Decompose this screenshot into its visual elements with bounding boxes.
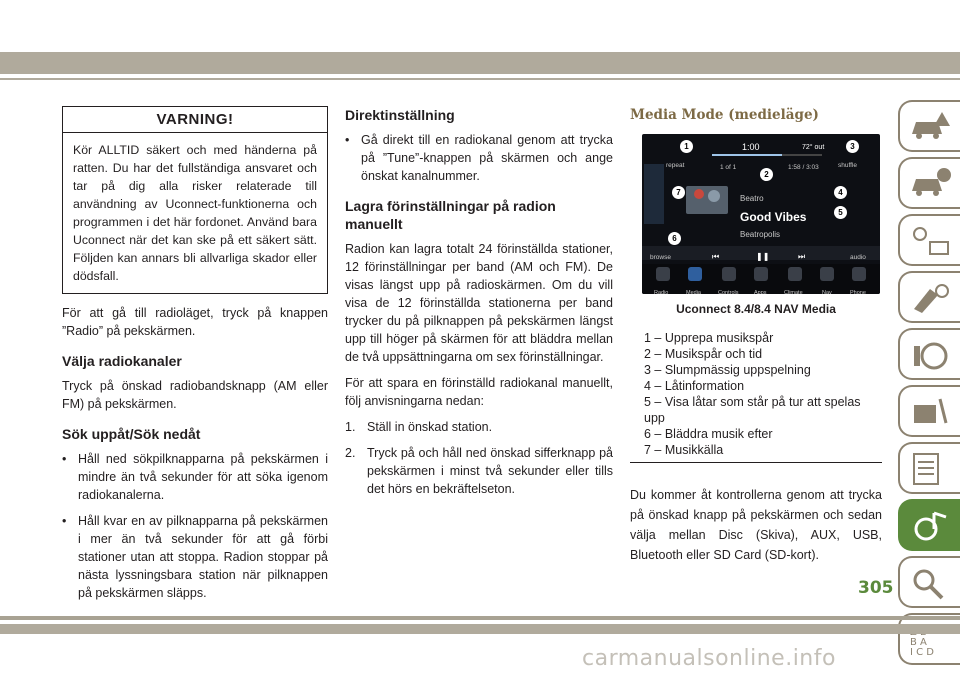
prev-track-icon: ⏮ <box>712 252 720 261</box>
callout-badge: 1 <box>680 140 693 153</box>
legend-item: 4 – Låtinformation <box>644 379 745 393</box>
figure-legend <box>630 330 882 463</box>
warning-body: Kör ALLTID säkert och med händerna på ratten. Du har det fullständiga ansvaret och tar på dig alla risker relaterade till användning av Uconnect-funktionerna och programmen i det här fordonet. Använd bara Uconnect när det kan ske på ett säkert sätt. Följden kan annars bli allvarliga skador eller dödsfall. <box>73 143 317 283</box>
tab-service[interactable] <box>898 271 960 323</box>
screen-album: Beatropolis <box>740 230 781 239</box>
screen-repeat-label: repeat <box>666 162 685 169</box>
legend-item: 3 – Slumpmässig uppspelning <box>644 363 811 377</box>
step-text: Ställ in önskad station. <box>367 420 493 434</box>
radio-intro: För att gå till radioläget, tryck på knappen ”Radio” på pekskärmen. <box>62 306 328 338</box>
dock-label: Radio <box>654 290 669 294</box>
dock-icon <box>656 267 670 281</box>
screen-source-panel <box>644 164 664 224</box>
service-wrench-icon <box>908 279 952 317</box>
legend-item: 6 – Bläddra musik efter <box>644 427 773 441</box>
steering-wheel-icon <box>908 336 952 374</box>
legend-item: 5 – Visa låtar som står på tur att spelas upp <box>644 395 861 425</box>
screen-progress-bar <box>712 154 822 156</box>
screen-track-info <box>740 190 806 244</box>
magnifier-icon <box>908 564 952 602</box>
step-number: 1. <box>345 420 356 434</box>
next-track-icon: ⏭ <box>798 252 806 261</box>
tab-car-info[interactable] <box>898 157 960 209</box>
dock-icon <box>788 267 802 281</box>
svg-text:I C D: I C D <box>910 647 934 658</box>
car-warning-icon <box>908 108 952 146</box>
media-controls-text: Du kommer åt kontrollerna genom att trycka på önskad knapp på pekskärmen och sedan välja mellan Disc (Skiva), AUX, USB, Bluetooth eller SD Card (SD-kort). <box>630 488 882 562</box>
tab-checklist[interactable] <box>898 442 960 494</box>
dock-label: Media <box>686 290 701 294</box>
car-info-icon <box>908 165 952 203</box>
warning-box <box>62 106 328 294</box>
column-middle <box>345 106 613 506</box>
screen-clock: 1:00 <box>742 142 760 152</box>
tab-car-warning[interactable] <box>898 100 960 152</box>
legend-item: 1 – Upprepa musikspår <box>644 331 774 345</box>
pause-icon: ❚❚ <box>756 252 770 261</box>
dashboard-lights-icon <box>908 222 952 260</box>
screen-audio-label: audio <box>850 254 866 261</box>
header-rule <box>0 78 960 80</box>
header-band <box>0 52 960 74</box>
direct-tune-bullet: • Gå direkt till en radiokanal genom att trycka på ”Tune”-knappen på skärmen och ange önskat kanalnummer. <box>345 131 613 185</box>
checklist-icon <box>908 450 952 488</box>
step-text: Tryck på och håll ned önskad sifferknapp på pekskärmen i minst två sekunder eller tills det hörs en bekräftelseton. <box>367 446 613 496</box>
heading-store-presets: Lagra förinställningar på radion manuellt <box>345 198 556 232</box>
tab-steering[interactable] <box>898 328 960 380</box>
dock-icon <box>722 267 736 281</box>
seek-bullet: • Håll kvar en av pilknapparna på pekskärmen i mer än två sekunder för att gå förbi stationer utan att stoppa. Radion stoppar på nästa lyssningsbara station när pilknappen på pekskärmen släpps. <box>62 512 328 602</box>
screen-song: Good Vibes <box>740 210 807 224</box>
footer-rule <box>0 616 960 620</box>
callout-badge: 6 <box>668 232 681 245</box>
album-art-detail <box>694 189 704 199</box>
uconnect-media-screenshot <box>642 134 880 294</box>
callout-badge: 2 <box>760 168 773 181</box>
dock-icon <box>688 267 702 281</box>
legend-item: 2 – Musikspår och tid <box>644 347 763 361</box>
dock-label: Phone <box>850 290 866 294</box>
engine-tools-icon <box>908 393 952 431</box>
svg-text:B A: B A <box>910 637 927 648</box>
select-stations-text: Tryck på önskad radiobandsknapp (AM eller FM) på pekskärmen. <box>62 379 328 411</box>
dock-icon <box>754 267 768 281</box>
tab-engine[interactable] <box>898 385 960 437</box>
heading-media-mode: Media Mode (medieläge) <box>630 107 819 123</box>
screen-browse-label: browse <box>650 254 671 261</box>
legend-item: 7 – Musikkälla <box>644 443 724 457</box>
dock-label: Controls <box>718 290 739 294</box>
dock-label: Climate <box>784 290 803 294</box>
callout-badge: 4 <box>834 186 847 199</box>
page-number: 305 <box>858 578 894 598</box>
screen-track-time: 1:58 / 3:03 <box>788 164 819 171</box>
step-item <box>345 418 613 436</box>
column-right <box>630 106 882 565</box>
callout-badge: 5 <box>834 206 847 219</box>
save-preset-text: För att spara en förinställd radiokanal manuellt, följ anvisningarna nedan: <box>345 376 613 408</box>
figure-caption: Uconnect 8.4/8.4 NAV Media <box>676 302 836 316</box>
screen-progress-fill <box>712 154 782 156</box>
screen-shuffle-label: shuffle <box>838 162 858 169</box>
tab-search[interactable] <box>898 556 960 608</box>
tab-index[interactable] <box>898 613 960 665</box>
seek-bullet: • Håll ned sökpilknapparna på pekskärmen i mindre än två sekunder för att söka igenom radiokanalerna. <box>62 450 328 504</box>
dock-icon <box>852 267 866 281</box>
store-presets-text: Radion kan lagra totalt 24 förinställda stationer, 12 förinställningar per band (AM och FM). De visas längst upp på radioskärmen. Om du vill visa de 12 förinställda stationerna per band trycker du på pilknappen på pekskärmen längst upp till höger på skärmen för att bläddra mellan de två uppsättningarna om sex förinställningar. <box>345 242 613 364</box>
warning-title: VARNING! <box>63 107 327 133</box>
tab-multimedia[interactable] <box>898 499 960 551</box>
chapter-tabs <box>898 100 960 670</box>
dock-label: Nav <box>822 290 832 294</box>
heading-direct-tune: Direktinställning <box>345 107 455 123</box>
heading-seek: Sök uppåt/Sök nedåt <box>62 426 201 442</box>
footer-band <box>0 624 960 634</box>
tab-dashboard-lights[interactable] <box>898 214 960 266</box>
callout-badge: 3 <box>846 140 859 153</box>
watermark: carmanualsonline.info <box>582 646 836 671</box>
column-left <box>62 106 328 610</box>
dock-label: Apps <box>754 290 767 294</box>
album-art <box>686 186 728 214</box>
step-number: 2. <box>345 446 356 460</box>
screen-temperature: 72° out <box>802 144 825 151</box>
heading-select-stations: Välja radiokanaler <box>62 353 182 369</box>
multimedia-music-icon <box>908 507 952 545</box>
screen-artist: Beatro <box>740 194 764 203</box>
screen-track-count: 1 of 1 <box>720 164 737 171</box>
callout-badge: 7 <box>672 186 685 199</box>
album-art-detail <box>708 190 720 202</box>
dock-icon <box>820 267 834 281</box>
step-item <box>345 444 613 498</box>
